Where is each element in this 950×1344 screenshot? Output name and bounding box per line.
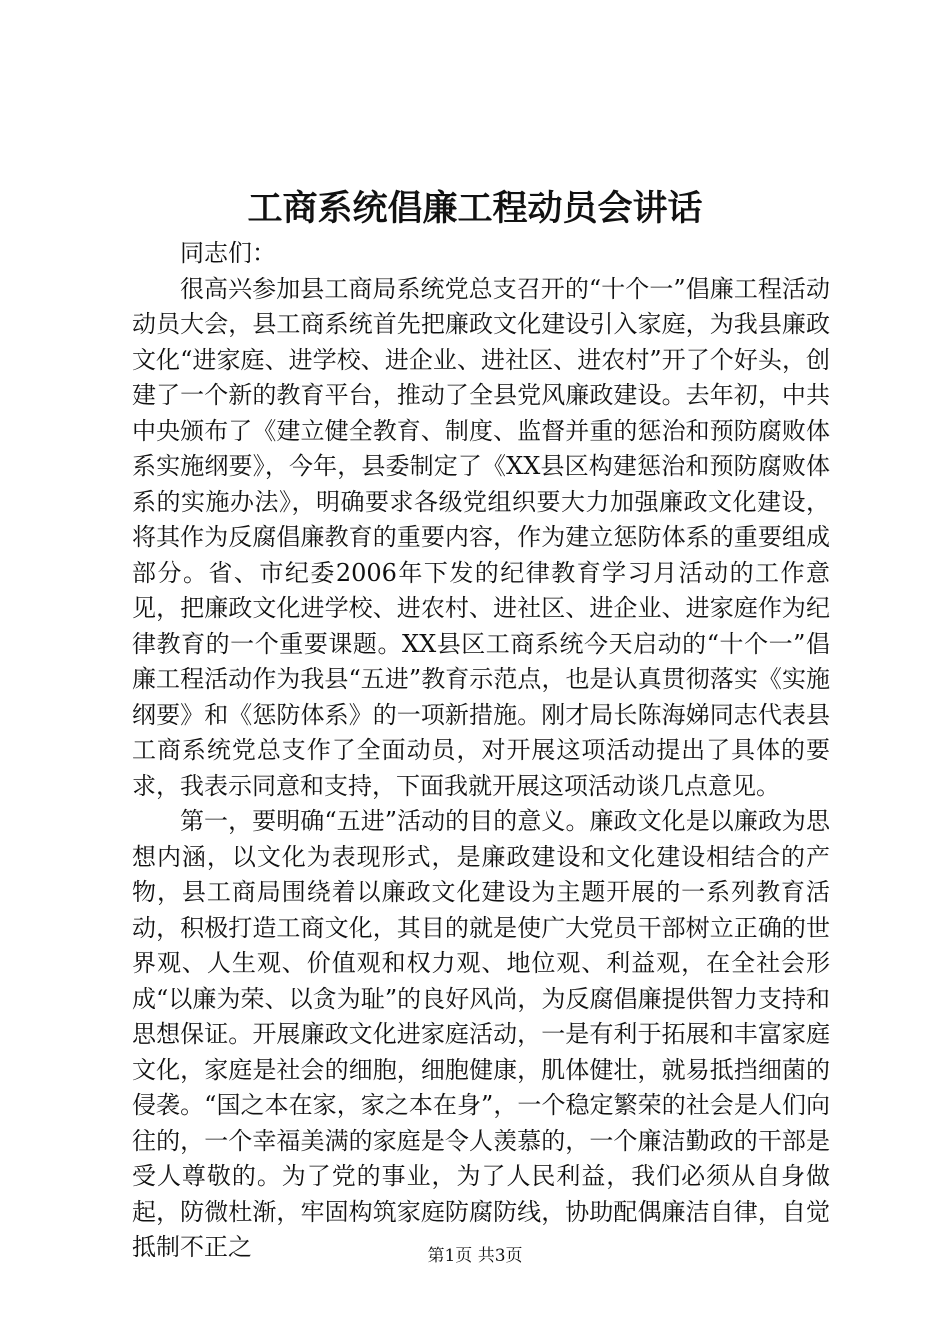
document-title: 工商系统倡廉工程动员会讲话 — [247, 188, 703, 229]
paragraph-1: 很高兴参加县工商局系统党总支召开的“十个一”倡廉工程活动动员大会，县工商系统首先把廉政文化建设引入家庭，为我县廉政文化“进家庭、进学校、进企业、进社区、进农村”开了个好头，创建了一个新的教育平台，推动了全县党风廉政建设。去年初，中共中央颁布了《建立健全教育、制度、监督并重的惩治和预防腐败体系实施纲要》，今年，县委制定了《XX县区构建惩治和预防腐败体系的实施办法》，明确要求各级党组织要大力加强廉政文化建设，将其作为反腐倡廉教育的重要内容，作为建立惩防体系的重要组成部分。省、市纪委2006年下发的纪律教育学习月活动的工作意见，把廉政文化进学校、进农村、进社区、进企业、进家庭作为纪律教育的一个重要课题。XX县区工商系统今天启动的“十个一”倡廉工程活动作为我县“五进”教育示范点，也是认真贯彻落实《实施纲要》和《惩防体系》的一项新措施。刚才局长陈海娣同志代表县工商系统党总支作了全面动员，对开展这项活动提出了具体的要求，我表示同意和支持，下面我就开展这项活动谈几点意见。 — [132, 274, 830, 800]
page-number: 第1页 共3页 — [427, 1246, 523, 1266]
document-body — [132, 236, 830, 1266]
paragraph-2: 第一，要明确“五进”活动的目的意义。廉政文化是以廉政为思想内涵，以文化为表现形式，是廉政建设和文化建设相结合的产物，县工商局围绕着以廉政文化建设为主题开展的一系列教育活动，积极打造工商文化，其目的就是使广大党员干部树立正确的世界观、人生观、价值观和权力观、地位观、利益观，在全社会形成“以廉为荣、以贪为耻”的良好风尚，为反腐倡廉提供智力支持和思想保证。开展廉政文化进家庭活动，一是有利于拓展和丰富家庭文化，家庭是社会的细胞，细胞健康，肌体健壮，就易抵挡细菌的侵袭。“国之本在家，家之本在身”，一个稳定繁荣的社会是人们向往的，一个幸福美满的家庭是令人羡慕的，一个廉洁勤政的干部是受人尊敬的。为了党的事业，为了人民利益，我们必须从自身做起，防微杜渐，牢固构筑家庭防腐防线，协助配偶廉洁自律，自觉抵制不正之 — [132, 807, 830, 1261]
salutation: 同志们： — [180, 239, 276, 267]
